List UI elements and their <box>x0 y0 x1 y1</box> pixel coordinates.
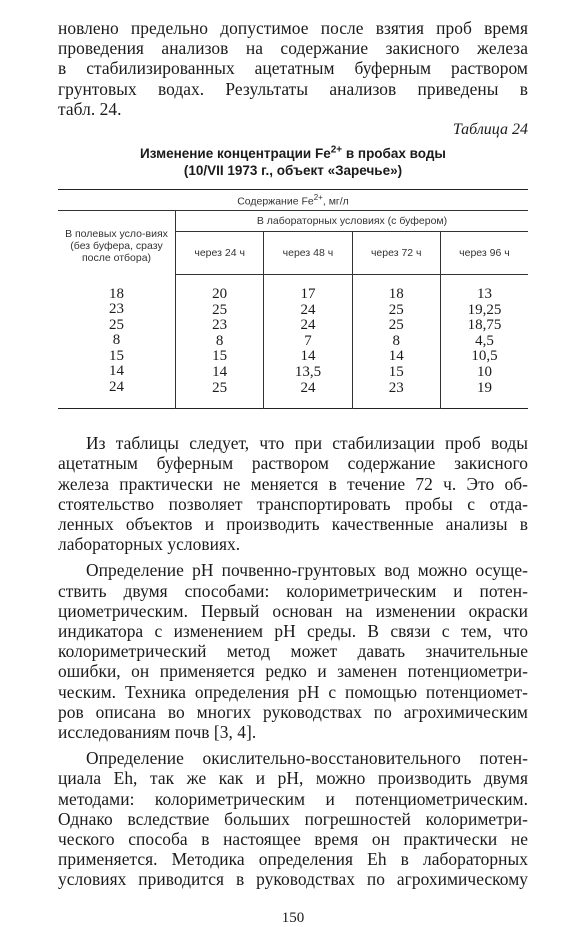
table-label: Таблица 24 <box>452 121 528 139</box>
text-line: индикатора с изменением pH среды. В связи с тем, что <box>58 621 528 641</box>
header-superscript: 2+ <box>313 192 323 202</box>
text-line: новлено предельно допустимое после взятия проб время <box>58 18 528 38</box>
text-line: колориметрический метод может давать значительные <box>58 641 528 662</box>
text-line: исследованиям почв [3, 4]. <box>58 722 257 743</box>
text-line: ацетатным буферным раствором содержание закисного <box>58 453 528 474</box>
table-cell: 15 <box>109 347 124 364</box>
text-line: циометрическим. Первый основан на изменении окраски <box>58 600 528 621</box>
table-cell: 13,5 <box>294 363 322 380</box>
text-line: лабораторных условиях. <box>58 534 241 555</box>
table-cell: 24 <box>300 317 316 334</box>
table-caption <box>58 145 528 179</box>
column-24h-values <box>176 275 264 409</box>
text-line: Из таблицы следует, что при стабилизации проб воды <box>86 433 528 454</box>
paragraph-3 <box>58 748 528 889</box>
table-cell: 17 <box>300 286 316 303</box>
intro-paragraph <box>58 18 528 119</box>
caption-text: в пробах воды <box>342 146 446 162</box>
table-cell: 15 <box>212 348 228 365</box>
text-line: методами: колориметрическим и потенциометрическим. <box>58 788 528 809</box>
page-number: 150 <box>281 909 305 926</box>
text-line: ленных объектов и производить качественные анализы в <box>58 513 528 534</box>
table-cell: 25 <box>212 301 228 318</box>
column-field-values <box>58 275 176 409</box>
table-cell: 25 <box>212 379 228 396</box>
table-cell: 15 <box>388 363 404 380</box>
data-table <box>58 189 528 409</box>
table-cell: 24 <box>300 301 316 318</box>
text-line: применяется. Методика определения Eh в лабораторных <box>58 849 528 870</box>
text-line: Определение pH почвенно-грунтовых вод можно осуще- <box>86 560 528 581</box>
table-cell: 14 <box>212 363 228 380</box>
text-line: стоятельство позволяет транспортировать пробы с отда- <box>58 493 528 514</box>
table-cell: 23 <box>388 379 404 396</box>
table-cell: 23 <box>109 301 124 318</box>
table-cell: 19,25 <box>467 301 502 318</box>
text-line: табл. 24. <box>58 98 122 119</box>
text-line: циала Eh, так же как и pH, можно производить двумя <box>58 768 528 789</box>
table-caption-line-1 <box>58 145 528 162</box>
table-cell: 20 <box>212 286 228 303</box>
table-cell: 25 <box>109 316 124 333</box>
text-line: железа практически не меняется в течение 72 ч. Это об- <box>58 473 528 494</box>
text-line: Однако вследствие больших погрешностей колориметри- <box>58 808 528 829</box>
table-cell: 4,5 <box>475 332 494 349</box>
table-span-header <box>58 190 528 211</box>
table-caption-line-2: (10/VII 1973 г., объект «Заречье») <box>183 163 403 179</box>
text-line: ческого способа в настоящее время он практически не <box>58 829 528 850</box>
table-cell: 18,75 <box>467 317 502 334</box>
caption-text: Изменение концентрации Fe <box>140 146 331 162</box>
table-cell: 19 <box>476 379 492 396</box>
page <box>58 18 528 927</box>
table-cell: 23 <box>212 317 228 334</box>
field-conditions-header: В полевых усло-виях (без буфера, сразу после отбора) <box>58 211 176 275</box>
table-cell: 25 <box>388 301 404 318</box>
table-cell: 25 <box>388 317 404 334</box>
table-cell: 24 <box>109 379 124 396</box>
header-text: Содержание Fe <box>237 195 314 208</box>
column-48h-values <box>264 275 352 409</box>
caption-superscript: 2+ <box>330 144 343 156</box>
table-cell: 13 <box>476 286 492 303</box>
text-line: грунтовых водах. Результаты анализов приведены в <box>58 78 528 99</box>
paragraph-2 <box>58 560 528 742</box>
text-line: условиях приводится в руководствах по агрохимическому <box>58 869 528 890</box>
paragraph-1 <box>58 433 528 554</box>
text-line: Определение окислительно-восстановительного потен- <box>86 748 528 769</box>
table-cell: 8 <box>215 332 224 349</box>
table-cell: 10,5 <box>471 348 498 365</box>
column-header-96h: через 96 ч <box>440 232 528 275</box>
table-body-row <box>58 275 528 409</box>
table-cell: 14 <box>300 348 316 365</box>
table-cell: 18 <box>388 286 404 303</box>
table-cell: 8 <box>112 332 121 349</box>
table-cell: 14 <box>109 363 124 380</box>
table-cell: 24 <box>300 379 316 396</box>
column-header-72h: через 72 ч <box>352 232 440 275</box>
text-line: проведения анализов на содержание закисного железа <box>58 38 528 59</box>
table-cell: 10 <box>476 363 492 380</box>
text-line: ров описана во многих руководствах по агрохимическим <box>58 701 528 722</box>
header-text: , мг/л <box>322 195 349 208</box>
lab-conditions-header: В лабораторных условиях (с буфером) <box>176 211 529 232</box>
column-header-24h: через 24 ч <box>176 232 264 275</box>
table-cell: 14 <box>388 348 404 365</box>
column-72h-values <box>352 275 440 409</box>
column-96h-values <box>440 275 528 409</box>
table-cell: 18 <box>109 285 124 302</box>
text-line: ствить двумя способами: колориметрическим и потен- <box>58 580 528 601</box>
text-line: ческим. Техника определения pH с помощью потенциомет- <box>58 681 528 702</box>
table-cell: 7 <box>304 332 312 349</box>
text-line: ошибки, он применяется редко и заменен потенциометри- <box>58 661 528 682</box>
table-cell: 8 <box>392 332 400 349</box>
column-header-48h: через 48 ч <box>264 232 352 275</box>
text-line: в стабилизированных ацетатным буферным раствором <box>58 58 528 79</box>
